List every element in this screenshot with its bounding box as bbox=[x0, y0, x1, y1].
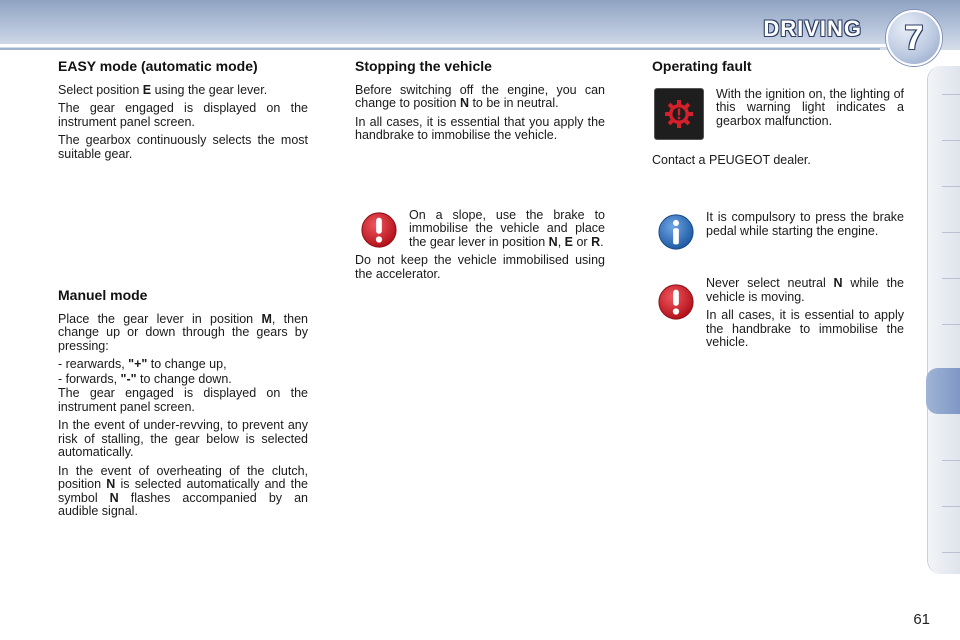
text: . bbox=[600, 234, 604, 249]
text: to change up, bbox=[147, 357, 227, 371]
gear-e: E bbox=[142, 82, 152, 97]
brake-info-note bbox=[652, 211, 904, 263]
gear-n: N bbox=[459, 96, 469, 110]
stopping-paragraph-3: Do not keep the vehicle immobilised using the accelerator. bbox=[355, 253, 605, 281]
tab-divider bbox=[942, 232, 960, 233]
gear-e: E bbox=[564, 234, 573, 249]
gearbox-warning-light-icon bbox=[654, 88, 704, 140]
text: to be in neutral. bbox=[468, 96, 559, 110]
tab-divider bbox=[942, 94, 960, 95]
manual-paragraph-1 bbox=[58, 313, 308, 354]
info-icon bbox=[657, 213, 695, 251]
chapter-number-badge: 7 bbox=[886, 10, 942, 66]
plus-symbol: "+" bbox=[128, 357, 148, 371]
slope-note bbox=[355, 209, 605, 250]
easy-paragraph-2: The gear engaged is displayed on the instrument panel screen. bbox=[58, 101, 308, 129]
header-rule-shadow bbox=[0, 48, 880, 50]
tab-divider bbox=[942, 324, 960, 325]
text: Before switching off the engine, you can change to position bbox=[355, 82, 605, 110]
easy-mode-heading: EASY mode (automatic mode) bbox=[58, 58, 258, 74]
text: is selected automatically and the symbol bbox=[58, 477, 308, 505]
gear-m: M bbox=[261, 311, 272, 326]
text: to change down. bbox=[136, 371, 232, 386]
manual-list-item-down bbox=[58, 373, 308, 387]
manual-paragraph-2: The gear engaged is displayed on the instrument panel screen. bbox=[58, 386, 308, 414]
gear-warning-icon bbox=[662, 97, 696, 131]
exclamation-icon bbox=[657, 283, 695, 321]
text: - rearwards, bbox=[58, 357, 129, 371]
text: In the event of overheating of the clutch, position bbox=[58, 463, 308, 491]
page-number: 61 bbox=[913, 611, 930, 628]
text: Select position bbox=[58, 82, 143, 97]
column-easy-manual bbox=[58, 60, 308, 524]
text: - forwards, bbox=[58, 371, 121, 386]
column-stopping bbox=[355, 60, 605, 286]
easy-paragraph-3: The gearbox continuously selects the most suitable gear. bbox=[58, 133, 308, 161]
gear-r: R bbox=[591, 234, 601, 249]
manual-paragraph-4 bbox=[58, 465, 308, 519]
gear-n: N bbox=[833, 276, 843, 290]
text: Place the gear lever in position bbox=[58, 311, 262, 326]
tab-divider bbox=[942, 140, 960, 141]
tab-divider bbox=[942, 186, 960, 187]
gear-n: N bbox=[109, 490, 119, 505]
text: flashes accompanied by an audible signal. bbox=[58, 490, 308, 518]
tab-divider bbox=[942, 278, 960, 279]
manual-paragraph-3: In the event of under-revving, to prevent any risk of stalling, the gear below is selected automatically. bbox=[58, 418, 308, 459]
stopping-heading: Stopping the vehicle bbox=[355, 58, 492, 74]
text: while the vehicle is moving. bbox=[706, 276, 904, 304]
stopping-paragraph-2: In all cases, it is essential that you apply the handbrake to immobilise the vehicle. bbox=[355, 114, 605, 142]
contact-dealer-text: Contact a PEUGEOT dealer. bbox=[652, 152, 811, 167]
text: , then change up or down through the gears by pressing: bbox=[58, 311, 308, 353]
stopping-paragraph-1 bbox=[355, 84, 605, 111]
text: , bbox=[557, 234, 565, 249]
neutral-warning-text bbox=[706, 277, 904, 304]
manual-mode-heading: Manuel mode bbox=[58, 287, 148, 303]
neutral-warning-note bbox=[652, 277, 904, 350]
tab-divider bbox=[942, 460, 960, 461]
text: Never select neutral bbox=[706, 276, 834, 290]
gear-n: N bbox=[548, 234, 558, 249]
brake-info-text: It is compulsory to press the brake pedal while starting the engine. bbox=[706, 210, 904, 238]
gear-n: N bbox=[106, 477, 116, 491]
fault-text: With the ignition on, the lighting of this warning light indicates a gearbox malfunction. bbox=[716, 86, 904, 128]
operating-fault-heading: Operating fault bbox=[652, 58, 752, 74]
chapter-tab-strip bbox=[927, 66, 960, 574]
easy-paragraph-1 bbox=[58, 84, 308, 98]
slope-note-text bbox=[409, 209, 605, 250]
header-rule bbox=[0, 44, 890, 47]
exclamation-icon bbox=[360, 211, 398, 249]
text: using the gear lever. bbox=[151, 82, 268, 97]
handbrake-warning-text: In all cases, it is essential to apply the handbrake to immobilise the vehicle. bbox=[706, 308, 904, 349]
chapter-title: DRIVING bbox=[763, 16, 862, 41]
chapter-tab-active[interactable] bbox=[926, 368, 960, 414]
text: or bbox=[573, 234, 592, 249]
fault-warning-block bbox=[652, 88, 904, 144]
column-operating-fault bbox=[652, 60, 904, 355]
text: On a slope, use the brake to immobilise the vehicle and place the gear lever in position bbox=[409, 207, 605, 249]
tab-divider bbox=[942, 552, 960, 553]
tab-divider bbox=[942, 506, 960, 507]
manual-list-item-up bbox=[58, 358, 308, 372]
minus-symbol: "-" bbox=[120, 371, 137, 386]
